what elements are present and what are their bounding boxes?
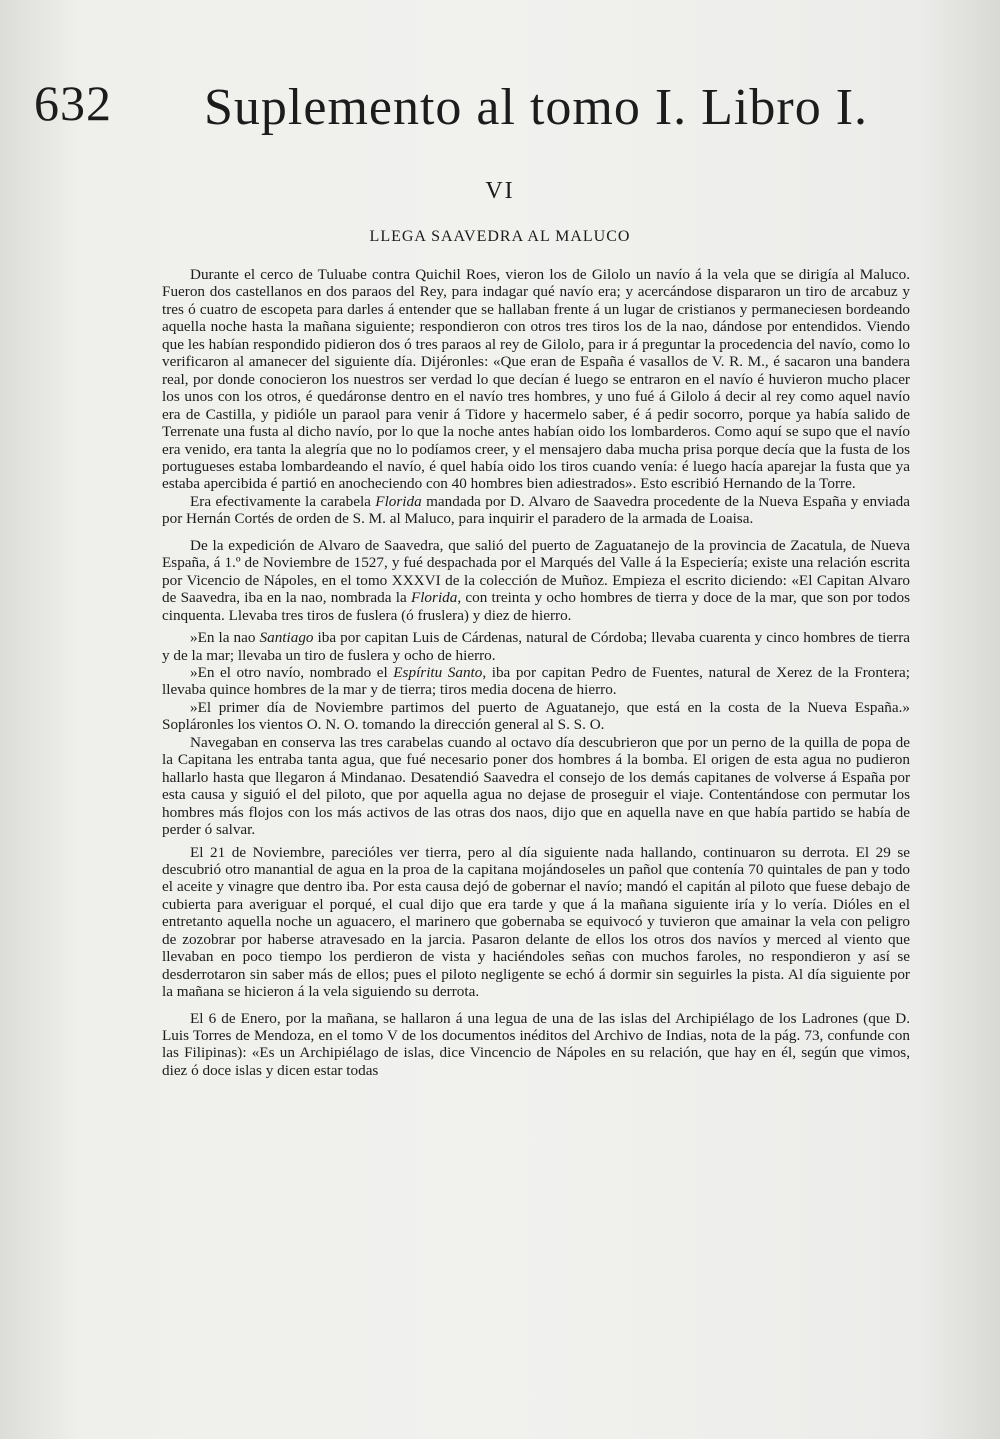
- body-text: [162, 266, 910, 1079]
- paragraph: Era efectivamente la carabela Florida mandada por D. Alvaro de Saavedra procedente de la Nueva España y enviada por Hernán Cortés de orden de S. M. al Maluco, para inquirir el paradero de la armada de Loaisa.: [162, 492, 911, 528]
- paragraph: El 21 de Noviembre, parecióles ver tierra, pero al día siguiente nada hallando, continuaron su derrota. El 29 se descubrió otro manantial de agua en la proa de la capitana mojándoseles un pañol que contenía 70 quintales de pan y todo el aceite y vinagre que dentro iba. Por esta causa dejó de gobernar el navío; mandó el capitán al piloto que fuese debajo de cubierta para averiguar el porqué, el cual dijo que era tarde y que á la mañana siguiente iría y lo vería. Dióles en el entretanto aquella noche un aguacero, el marinero que gobernaba se equivocó y tuvieron que amainar la vela con peligro de zozobrar por haberse atravesado en la jarcia. Pasaron delante de ellos los otros dos navíos y merced al viento que llevaban en poco tiempo los perdieron de vista y haciéndoles señas con muchos faroles, no respondieron y así se desderrotaron sin saber más de ellos; pues el piloto negligente se echó á dormir sin seguirles la pista. Al día siguiente por la mañana se hicieron á la vela siguiendo su derrota.: [162, 843, 910, 1001]
- ship-name: Florida: [375, 492, 422, 510]
- paragraph: »En la nao Santiago iba por capitan Luis de Cárdenas, natural de Córdoba; llevaba cuarenta y cinco hombres de tierra y de la mar; llevaba un tiro de fuslera y ocho de hierro.: [162, 629, 911, 664]
- section-title: LLEGA SAAVEDRA AL MALUCO: [369, 228, 631, 245]
- paragraph: Navegaban en conserva las tres carabelas cuando al octavo día descubrieron que por un perno de la quilla de popa de la Capitana les entraba tanta agua, que fué necesario poner dos hombres á la bomba. El origen de esta agua no pudieron hallarlo hasta que llegaron á Mindanao. Desatendió Saavedra el consejo de los demás capitanes de volverse á España por esta causa y siguió el del piloto, que por aquella agua no dejase de proseguir el viaje. Contentándose con permutar los hombres más flojos con los más activos de las otras dos naos, dijo que en aquella nave en que había partido se había de perder ó salvar.: [162, 733, 910, 839]
- paragraph: El 6 de Enero, por la mañana, se hallaron á una legua de una de las islas del Archipiélago de los Ladrones (que D. Luis Torres de Mendoza, en el tomo V de los documentos inéditos del Archivo de Indias, nota de la pág. 73, confunde con las Filipinas): «Es un Archipiélago de islas, dice Vincencio de Nápoles en su relación, que hay en él, según que vimos, diez ó doce islas y dicen estar todas: [162, 1009, 910, 1079]
- paragraph: »En el otro navío, nombrado el Espíritu Santo, iba por capitan Pedro de Fuentes, natural de Xerez de la Frontera; llevaba quince hombres de la mar y de tierra; tiros media docena de hierro.: [162, 663, 910, 699]
- paragraph: De la expedición de Alvaro de Saavedra, que salió del puerto de Zaguatanejo de la provincia de Zacatula, de Nueva España, á 1.º de Noviembre de 1527, y fué despachada por el Marqués del Valle á la Especiería; existe una relación escrita por Vicencio de Nápoles, en el tomo XXXVI de la colección de Muñoz. Empieza el escrito diciendo: «El Capitan Alvaro de Saavedra, iba en la nao, nombrada la Florida, con treinta y ocho hombres de tierra y doce de la mar, que son por todos cinquenta. Llevaba tres tiros de fuslera (ó fruslera) y diez de hierro.: [162, 536, 910, 624]
- running-title: Suplemento al tomo I. Libro I.: [204, 79, 869, 136]
- paragraph: »El primer día de Noviembre partimos del puerto de Aguatanejo, que está en la costa de la Nueva España.» Sopláronles los vientos O. N. O. tomando la dirección general al S. S. O.: [162, 698, 910, 734]
- ship-name: Santiago: [259, 629, 314, 647]
- page-number: 632: [34, 75, 112, 131]
- paragraph: Durante el cerco de Tuluabe contra Quichil Roes, vieron los de Gilolo un navío á la vela que se dirigía al Maluco. Fueron dos castellanos en dos paraos del Rey, para indagar qué navío era; y acercándose dispararon un tiro de arcabuz y tres ó cuatro de escopeta para darles á entender que se hallaban frente á un lugar de cristianos y permaneciesen bordeando aquella noche hasta la mañana siguiente; respondieron con otros tres tiros los de la nao, dándose por entendidos. Viendo que les habían respondido pidieron dos ó tres paraos al rey de Gilolo, para ir á preguntar la procedencia del navío, como lo verificaron al amanecer del siguiente día. Dijéronles: «Que eran de España é vasallos de V. R. M., é sacaron una bandera real, por donde conocieron los nuestros ser verdad lo que decían é luego se entraron en el navío é huvieron mucho placer los unos con los otros, é quedáronse dentro en el navío tres hombres, y uno fué á Gilolo á decir al rey como aquel navío era de Castilla, y pidióle un paraol para venir á Tidore y hacermelo saber, é á pedir socorro, porque ya había salido de Terrenate una fusta al dicho navío, por lo que la noche antes habían oido los lombarderos. Como aquí se supo que el navío era venido, era tanta la alegría que no lo podíamos creer, y el mensajero daba mucha prisa porque decía que la fusta de los portugueses estaba lombardeando el navío, é quel había oido los tiros cuando venía: é luego hacía aparejar la fusta que ya estaba apercibida é partió en anocheciendo con 40 hombres bien adiestrados». Esto escribió Hernando de la Torre.: [162, 266, 910, 493]
- ship-name: Florida: [410, 589, 458, 607]
- ship-name: Espíritu Santo: [393, 663, 483, 681]
- section-number: VI: [485, 178, 515, 204]
